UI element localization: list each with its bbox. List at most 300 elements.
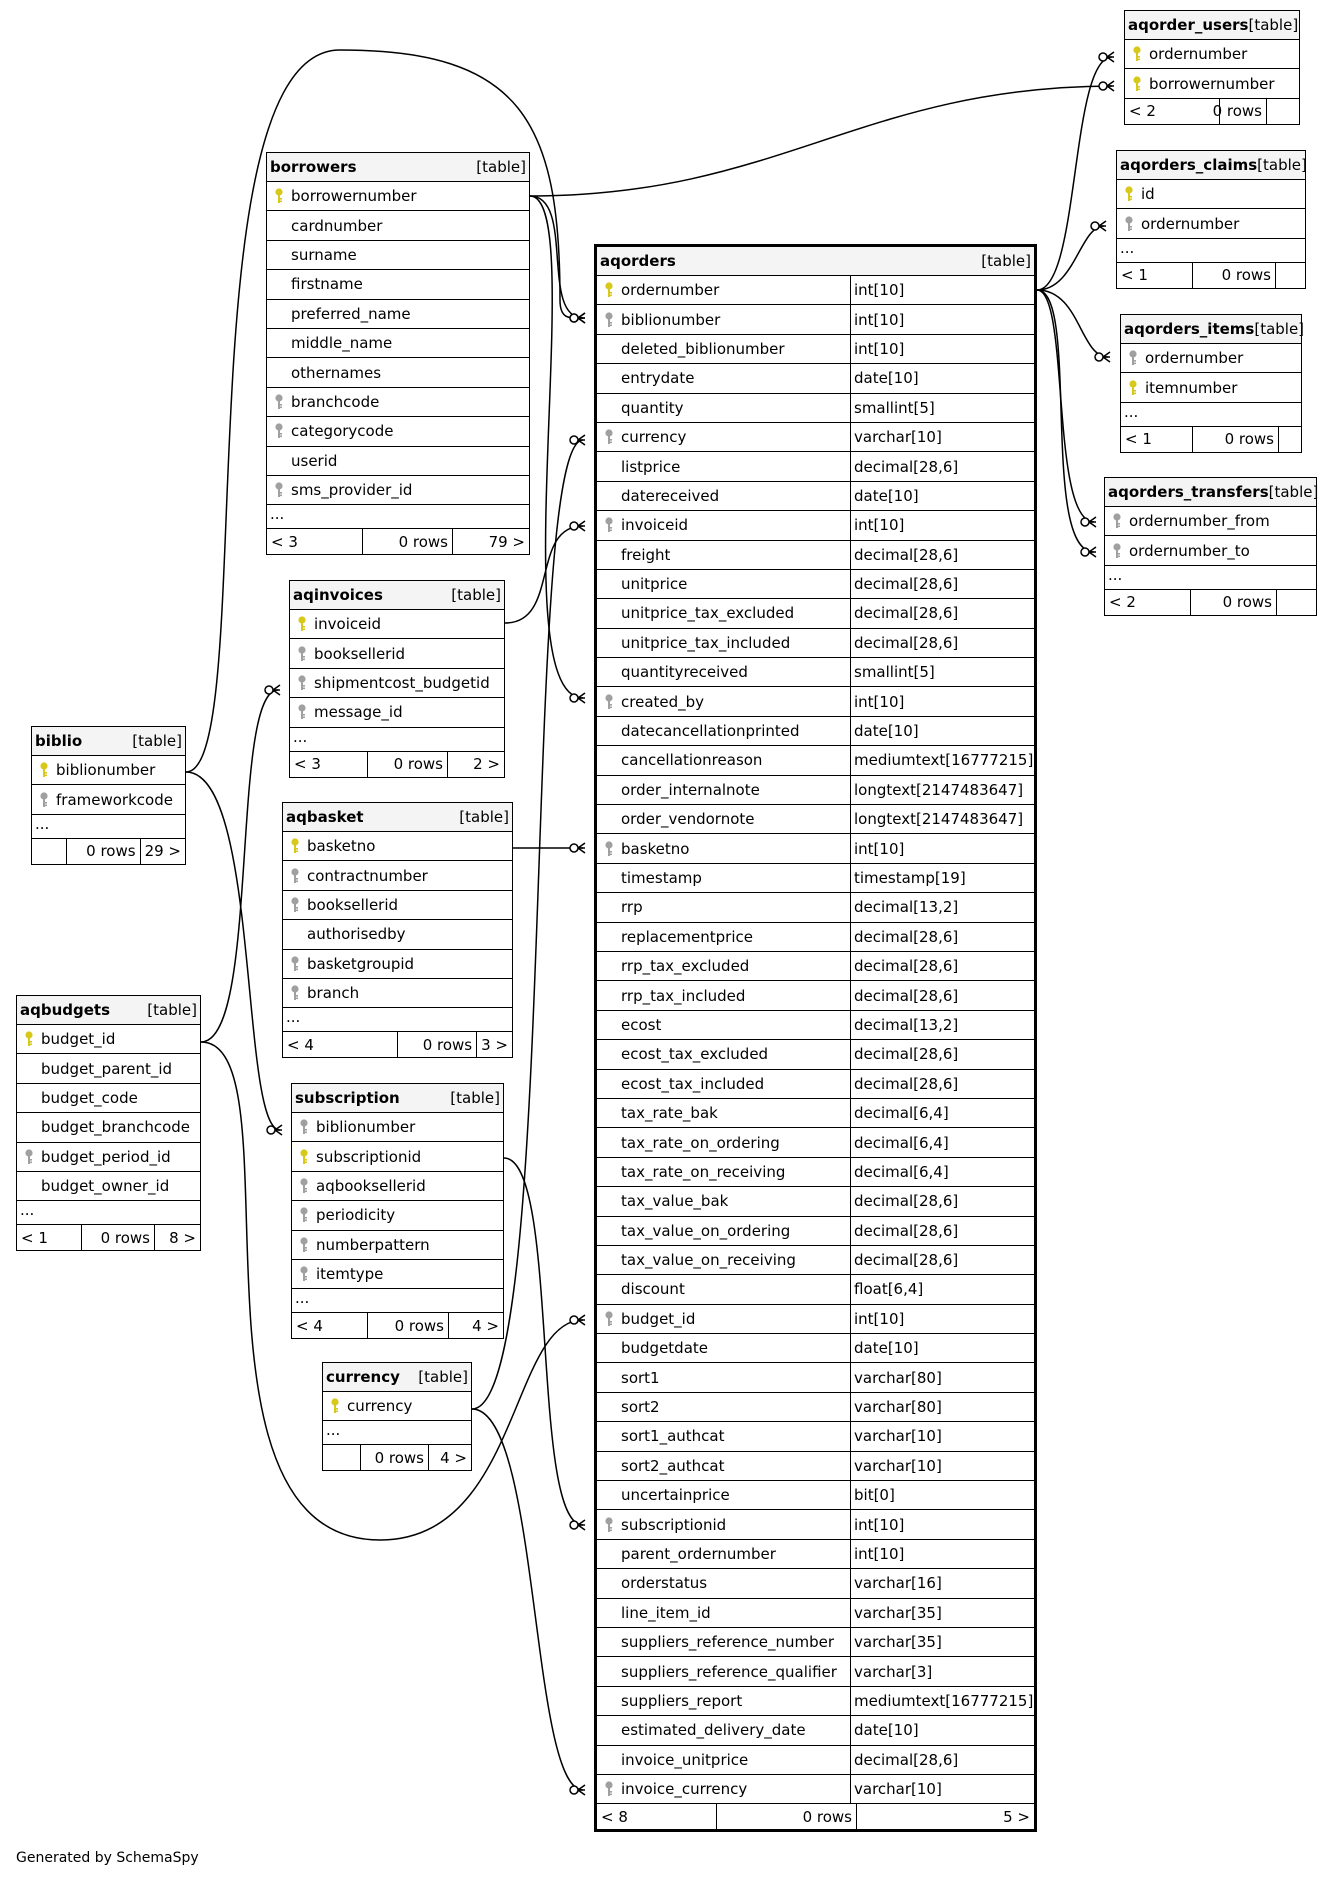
column-name: quantityreceived [621, 663, 748, 682]
column-row[interactable] [283, 979, 512, 1008]
more-columns[interactable]: ... [323, 1421, 471, 1445]
more-columns[interactable]: ... [283, 1008, 512, 1032]
row-count: 0 rows [1193, 263, 1276, 288]
column-row[interactable] [597, 570, 1034, 599]
column-name: biblionumber [621, 310, 721, 329]
column-row[interactable] [597, 1775, 1034, 1804]
table-header[interactable] [267, 153, 529, 182]
column-name: booksellerid [314, 644, 406, 663]
column-type: varchar[10] [850, 423, 1034, 451]
fk-icon [1121, 350, 1145, 366]
children-count[interactable] [1276, 263, 1305, 288]
more-columns[interactable]: ... [267, 505, 529, 529]
table-footer [1121, 427, 1301, 452]
column-row[interactable] [597, 482, 1034, 511]
fk-icon [283, 985, 307, 1001]
table-name: aqorders [600, 252, 676, 270]
column-name: rrp [621, 898, 643, 917]
column-row[interactable] [597, 1246, 1034, 1275]
column-type: date[10] [850, 717, 1034, 745]
table-borrowers[interactable] [266, 152, 530, 555]
edge-aqorders-claims [1037, 221, 1106, 290]
table-kind: [table] [132, 732, 182, 750]
parents-count[interactable]: < 1 [1117, 263, 1193, 288]
column-row[interactable] [290, 610, 504, 639]
table-biblio[interactable] [31, 726, 186, 865]
table-kind: [table] [476, 158, 526, 176]
column-name: quantity [621, 398, 684, 417]
column-row[interactable] [597, 1128, 1034, 1157]
crows-foot-marker [275, 1125, 282, 1135]
table-header[interactable] [290, 581, 504, 610]
column-row[interactable] [283, 832, 512, 861]
table-name: aqbudgets [20, 1001, 111, 1019]
column-row[interactable] [1121, 373, 1301, 402]
pk-icon [1121, 380, 1145, 396]
column-row[interactable] [597, 658, 1034, 687]
fk-icon [267, 394, 291, 410]
column-type: varchar[35] [850, 1628, 1034, 1656]
column-row[interactable] [283, 861, 512, 890]
column-row[interactable] [292, 1113, 503, 1142]
pk-icon [1125, 46, 1149, 62]
column-name: budget_code [41, 1088, 138, 1107]
column-name: frameworkcode [56, 790, 173, 809]
column-name: itemnumber [1145, 378, 1238, 397]
column-name: timestamp [621, 869, 702, 887]
more-columns[interactable]: ... [1121, 403, 1301, 427]
parents-count[interactable] [32, 839, 67, 864]
column-row[interactable] [283, 950, 512, 979]
column-row[interactable] [597, 834, 1034, 863]
table-header[interactable] [283, 803, 512, 832]
column-name: budgetdate [621, 1339, 709, 1358]
column-row[interactable] [597, 1657, 1034, 1686]
column-type: smallint[5] [850, 658, 1034, 686]
column-row[interactable] [597, 1746, 1034, 1775]
column-row[interactable] [597, 717, 1034, 746]
pk-icon [1117, 186, 1141, 202]
column-row[interactable] [597, 1305, 1034, 1334]
column-name: line_item_id [621, 1603, 711, 1622]
crows-foot-marker [578, 693, 585, 703]
table-footer [290, 752, 504, 777]
table-footer [323, 1445, 471, 1470]
column-name: sort1_authcat [621, 1427, 725, 1446]
column-name: tax_value_on_ordering [621, 1221, 791, 1240]
fk-icon [597, 1517, 621, 1533]
column-row[interactable] [292, 1201, 503, 1230]
fk-icon [1117, 216, 1141, 232]
column-row[interactable] [597, 541, 1034, 570]
column-row[interactable] [267, 211, 529, 240]
parents-count[interactable]: < 1 [17, 1225, 82, 1250]
children-count[interactable] [1267, 99, 1299, 124]
column-row[interactable] [597, 1628, 1034, 1657]
column-name: ecost_tax_included [621, 1074, 765, 1093]
zero-or-many-marker [1091, 222, 1099, 230]
column-row[interactable] [267, 476, 529, 505]
column-name: replacementprice [621, 927, 753, 946]
column-row[interactable] [597, 1687, 1034, 1716]
column-row[interactable] [292, 1231, 503, 1260]
children-count[interactable]: 4 > [440, 1448, 467, 1467]
column-name: discount [621, 1280, 685, 1299]
column-row[interactable] [267, 358, 529, 387]
table-header[interactable] [323, 1363, 471, 1392]
column-type: decimal[28,6] [850, 1187, 1034, 1215]
table-aqinvoices[interactable] [289, 580, 505, 778]
parents-count[interactable]: < 8 [597, 1804, 717, 1829]
column-row[interactable] [267, 270, 529, 299]
column-type: mediumtext[16777215] [850, 746, 1034, 774]
row-count: 0 rows [1191, 590, 1277, 615]
pk-icon [32, 762, 56, 778]
table-header[interactable] [292, 1084, 503, 1113]
crows-foot-marker [1089, 547, 1096, 557]
column-row[interactable] [597, 452, 1034, 481]
column-type: varchar[80] [850, 1393, 1034, 1421]
column-row[interactable] [292, 1142, 503, 1171]
table-name: borrowers [270, 158, 357, 176]
column-row[interactable] [17, 1054, 200, 1083]
column-name: unitprice_tax_included [621, 633, 791, 652]
column-name: booksellerid [307, 895, 399, 914]
table-currency[interactable] [322, 1362, 472, 1471]
column-name: authorisedby [307, 925, 406, 944]
table-name: aqbasket [286, 808, 364, 826]
crows-foot-marker [1107, 52, 1114, 62]
column-type: int[10] [850, 687, 1034, 715]
column-type: mediumtext[16777215] [850, 1687, 1034, 1715]
zero-or-many-marker [570, 1521, 578, 1529]
children-count[interactable]: 3 > [481, 1035, 508, 1054]
column-name: biblionumber [316, 1118, 416, 1137]
column-row[interactable] [17, 1025, 200, 1054]
column-row[interactable] [1105, 507, 1316, 536]
table-aqorders-claims[interactable] [1116, 150, 1306, 289]
column-row[interactable] [597, 1393, 1034, 1422]
column-row[interactable] [1105, 536, 1316, 565]
column-type: varchar[10] [850, 1775, 1034, 1803]
column-name: sort1 [621, 1368, 660, 1387]
column-row[interactable] [597, 1275, 1034, 1304]
more-columns[interactable]: ... [17, 1201, 200, 1225]
column-row[interactable] [1121, 344, 1301, 373]
zero-or-many-marker [570, 1786, 578, 1794]
column-type: int[10] [850, 1540, 1034, 1568]
column-row[interactable] [267, 329, 529, 358]
column-row[interactable] [1125, 40, 1299, 69]
fk-icon [292, 1119, 316, 1135]
column-name: sort2 [621, 1398, 660, 1417]
fk-icon [283, 956, 307, 972]
column-name: contractnumber [307, 866, 428, 885]
column-row[interactable] [597, 394, 1034, 423]
table-header[interactable] [1105, 478, 1319, 507]
table-footer [597, 1804, 1034, 1829]
column-row[interactable] [597, 1452, 1034, 1481]
column-row[interactable] [597, 805, 1034, 834]
column-name: ordernumber [1145, 349, 1244, 368]
column-row[interactable] [597, 1011, 1034, 1040]
children-count[interactable]: 29 > [144, 842, 181, 861]
column-row[interactable] [597, 923, 1034, 952]
column-type: decimal[28,6] [850, 541, 1034, 569]
column-row[interactable] [597, 952, 1034, 981]
column-row[interactable] [290, 639, 504, 668]
zero-or-many-marker [265, 686, 273, 694]
column-row[interactable] [323, 1392, 471, 1421]
column-row[interactable] [267, 388, 529, 417]
table-header[interactable] [1125, 11, 1299, 40]
column-row[interactable] [267, 447, 529, 476]
column-row[interactable] [597, 364, 1034, 393]
column-row[interactable] [597, 687, 1034, 716]
column-row[interactable] [17, 1113, 200, 1142]
parents-count[interactable] [323, 1445, 361, 1470]
parents-count[interactable]: < 3 [267, 529, 363, 554]
edge-subscription-aqorders [504, 1158, 585, 1530]
column-row[interactable] [267, 241, 529, 270]
column-name: numberpattern [316, 1235, 430, 1254]
column-row[interactable] [597, 893, 1034, 922]
column-name: shipmentcost_budgetid [314, 673, 490, 692]
column-row[interactable] [597, 1099, 1034, 1128]
table-aqorder-users[interactable] [1124, 10, 1300, 125]
table-name: aqorder_users [1128, 16, 1249, 34]
table-header[interactable] [1121, 315, 1305, 344]
column-row[interactable] [597, 746, 1034, 775]
column-row[interactable] [267, 182, 529, 211]
column-row[interactable] [1117, 209, 1305, 238]
column-row[interactable] [597, 423, 1034, 452]
fk-icon [597, 694, 621, 710]
column-type: date[10] [850, 364, 1034, 392]
column-name: suppliers_reference_qualifier [621, 1662, 837, 1681]
zero-or-many-marker [1081, 518, 1089, 526]
more-columns[interactable]: ... [290, 728, 504, 752]
column-name: surname [291, 245, 357, 264]
zero-or-many-marker [267, 1126, 275, 1134]
table-aqorders-transfers[interactable] [1104, 477, 1317, 616]
column-row[interactable] [597, 1481, 1034, 1510]
table-kind: [table] [451, 586, 501, 604]
column-row[interactable] [597, 1040, 1034, 1069]
column-row[interactable] [597, 1599, 1034, 1628]
table-footer [32, 839, 185, 864]
column-row[interactable] [292, 1172, 503, 1201]
pk-icon [323, 1398, 347, 1414]
column-row[interactable] [32, 756, 185, 785]
table-name: aqorders_transfers [1108, 483, 1269, 501]
table-aqbudgets[interactable] [16, 995, 201, 1251]
parents-count[interactable]: < 4 [292, 1313, 368, 1338]
column-name: sms_provider_id [291, 481, 413, 500]
column-type: decimal[6,4] [850, 1158, 1034, 1186]
children-count[interactable] [1277, 590, 1316, 615]
children-count[interactable]: 8 > [169, 1228, 196, 1247]
fk-icon [597, 841, 621, 857]
column-type: longtext[2147483647] [850, 805, 1034, 833]
column-name: rrp_tax_included [621, 986, 746, 1005]
column-name: budget_id [41, 1030, 116, 1049]
column-name: estimated_delivery_date [621, 1721, 806, 1740]
column-row[interactable] [597, 1070, 1034, 1099]
more-columns[interactable]: ... [292, 1289, 503, 1313]
row-count: 0 rows [368, 752, 448, 777]
zero-or-many-marker [570, 1316, 578, 1324]
column-row[interactable] [292, 1260, 503, 1289]
fk-icon [283, 897, 307, 913]
column-name: tax_rate_on_ordering [621, 1133, 780, 1152]
column-type: timestamp[19] [850, 864, 1034, 892]
column-name: entrydate [621, 369, 695, 388]
column-row[interactable] [597, 981, 1034, 1010]
column-name: message_id [314, 703, 403, 722]
column-name: budget_parent_id [41, 1059, 173, 1078]
column-row[interactable] [597, 864, 1034, 893]
column-row[interactable] [283, 920, 512, 949]
children-count[interactable]: 79 > [488, 532, 525, 551]
children-count[interactable] [1279, 427, 1301, 452]
column-name: unitprice_tax_excluded [621, 604, 795, 623]
fk-icon [267, 423, 291, 439]
column-type: varchar[3] [850, 1657, 1034, 1685]
table-aqorders-items[interactable] [1120, 314, 1305, 453]
table-footer [267, 529, 529, 554]
row-count: 0 rows [368, 1313, 449, 1338]
column-name: branch [307, 984, 360, 1003]
column-name: subscriptionid [621, 1515, 727, 1534]
table-kind: [table] [147, 1001, 197, 1019]
column-name: id [1141, 185, 1155, 204]
column-type: decimal[28,6] [850, 452, 1034, 480]
column-type: float[6,4] [850, 1275, 1034, 1303]
table-aqbasket[interactable] [282, 802, 513, 1058]
edge-borrowers-aqorder-users [530, 81, 1114, 196]
column-type: int[10] [850, 834, 1034, 862]
fk-icon [1105, 543, 1129, 559]
column-row[interactable] [597, 1716, 1034, 1745]
column-row[interactable] [597, 1540, 1034, 1569]
column-row[interactable] [267, 300, 529, 329]
column-row[interactable] [597, 1363, 1034, 1392]
table-subscription[interactable] [291, 1083, 504, 1339]
column-row[interactable] [597, 1217, 1034, 1246]
column-row[interactable] [1125, 69, 1299, 98]
crows-foot-marker [578, 435, 585, 445]
column-row[interactable] [290, 698, 504, 727]
parents-count[interactable]: < 2 [1105, 590, 1191, 615]
column-row[interactable] [283, 891, 512, 920]
column-row[interactable] [597, 335, 1034, 364]
table-header[interactable] [17, 996, 200, 1025]
parents-count[interactable]: < 2 [1125, 99, 1220, 124]
parents-count[interactable]: < 1 [1121, 427, 1193, 452]
table-footer [1105, 590, 1316, 615]
column-name: tax_rate_bak [621, 1104, 718, 1123]
column-name: listprice [621, 457, 681, 476]
table-aqorders[interactable] [594, 244, 1037, 1832]
column-row[interactable] [597, 1334, 1034, 1363]
column-type: date[10] [850, 1716, 1034, 1744]
column-type: decimal[28,6] [850, 1217, 1034, 1245]
row-count: 0 rows [717, 1804, 857, 1829]
children-count[interactable]: 2 > [473, 755, 500, 774]
zero-or-many-marker [1095, 353, 1103, 361]
column-row[interactable] [597, 1510, 1034, 1539]
column-row[interactable] [267, 417, 529, 446]
column-name: preferred_name [291, 304, 411, 323]
table-kind: [table] [1257, 156, 1307, 174]
column-row[interactable] [597, 305, 1034, 334]
row-count: 0 rows [361, 1445, 429, 1470]
column-name: currency [347, 1397, 413, 1416]
children-count[interactable]: 5 > [1003, 1807, 1030, 1826]
zero-or-many-marker [1099, 82, 1107, 90]
row-count: 0 rows [398, 1032, 477, 1057]
table-header[interactable] [1117, 151, 1305, 180]
fk-icon [1105, 513, 1129, 529]
column-row[interactable] [597, 511, 1034, 540]
table-footer [17, 1225, 200, 1250]
column-name: uncertainprice [621, 1486, 730, 1505]
column-row[interactable] [597, 629, 1034, 658]
column-row[interactable] [32, 785, 185, 814]
column-row[interactable] [597, 1422, 1034, 1451]
column-name: budget_period_id [41, 1147, 171, 1166]
table-kind: [table] [1248, 16, 1299, 34]
column-row[interactable] [597, 1158, 1034, 1187]
table-header[interactable] [597, 247, 1034, 276]
column-row[interactable] [597, 276, 1034, 305]
table-footer [1117, 263, 1305, 288]
parents-count[interactable]: < 3 [290, 752, 368, 777]
column-name: ordernumber [1149, 45, 1248, 64]
pk-icon [290, 616, 314, 632]
column-row[interactable] [597, 1569, 1034, 1598]
table-kind: [table] [1268, 483, 1319, 501]
zero-or-many-marker [570, 694, 578, 702]
children-count[interactable]: 4 > [472, 1316, 499, 1335]
column-type: decimal[13,2] [850, 1011, 1034, 1039]
column-type: decimal[28,6] [850, 1746, 1034, 1774]
table-header[interactable] [32, 727, 185, 756]
fk-icon [17, 1149, 41, 1165]
table-kind: [table] [450, 1089, 500, 1107]
column-name: budget_branchcode [41, 1118, 190, 1137]
column-type: date[10] [850, 1334, 1034, 1362]
column-row[interactable] [290, 669, 504, 698]
column-name: tax_value_on_receiving [621, 1251, 796, 1270]
pk-icon [17, 1031, 41, 1047]
column-row[interactable] [17, 1084, 200, 1113]
column-row[interactable] [17, 1172, 200, 1201]
row-count: 0 rows [82, 1225, 155, 1250]
more-columns[interactable]: ... [1117, 239, 1305, 263]
column-row[interactable] [597, 776, 1034, 805]
fk-icon [290, 675, 314, 691]
more-columns[interactable]: ... [32, 815, 185, 839]
parents-count[interactable]: < 4 [283, 1032, 398, 1057]
column-row[interactable] [597, 1187, 1034, 1216]
more-columns[interactable]: ... [1105, 566, 1316, 590]
column-row[interactable] [1117, 180, 1305, 209]
column-type: varchar[10] [850, 1422, 1034, 1450]
column-row[interactable] [17, 1143, 200, 1172]
column-row[interactable] [597, 599, 1034, 628]
